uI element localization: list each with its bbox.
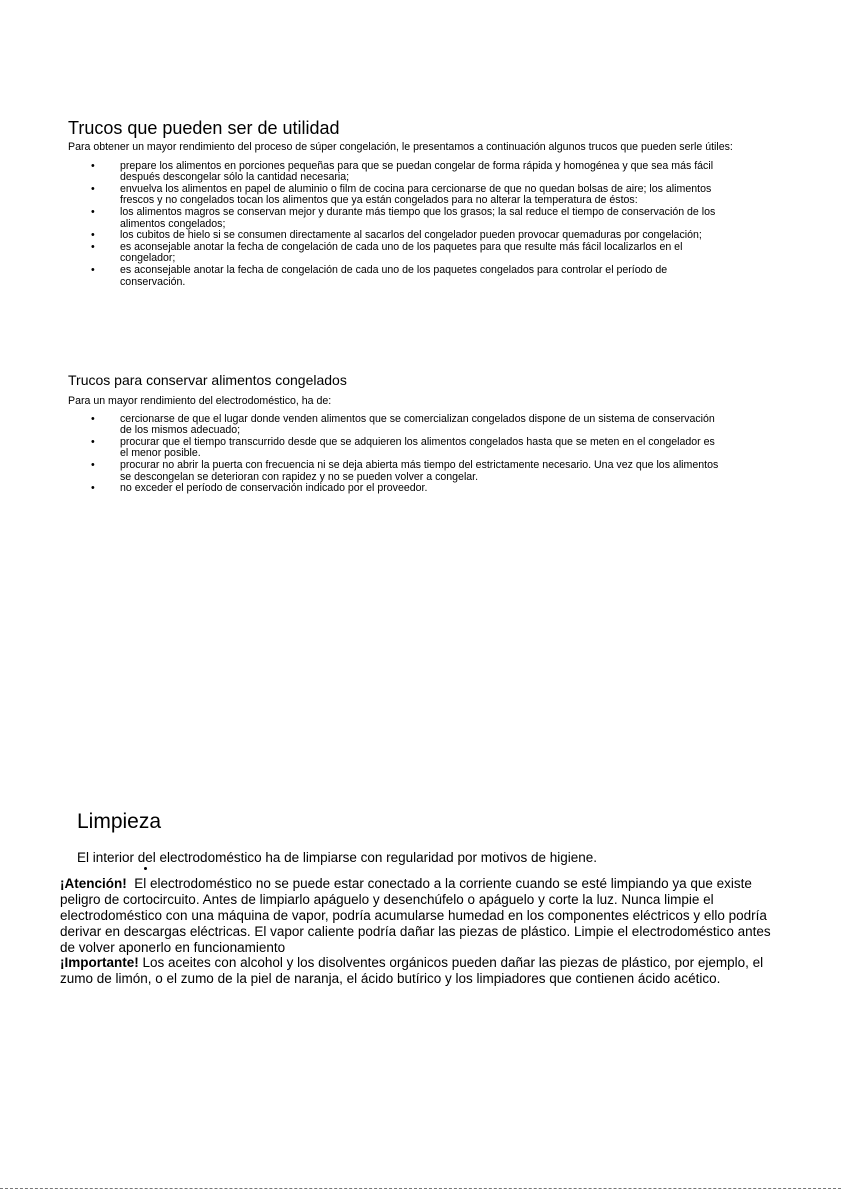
section-intro: El interior del electrodoméstico ha de limpiarse con regularidad por motivos de higiene.	[77, 850, 598, 865]
important-label: ¡Importante!	[60, 955, 139, 971]
list-item: • es aconsejable anotar la fecha de congelación de cada uno de los paquetes congelados para controlar el período de conservación.	[68, 265, 718, 288]
tips-list	[68, 161, 718, 289]
tips-list	[68, 414, 720, 495]
list-item: • los alimentos magros se conservan mejor y durante más tiempo que los grasos; la sal reduce el tiempo de conservación de los alimentos congelados;	[68, 207, 718, 230]
list-item: • procurar no abrir la puerta con frecuencia ni se deja abierta más tiempo del estrictamente necesario. Una vez que los alimentos se descongelan se deterioran con rapidez y no se pueden volver a congelar.	[68, 460, 720, 483]
list-item: • es aconsejable anotar la fecha de congelación de cada uno de los paquetes para que resulte más fácil localizarlos en el congelador;	[68, 242, 718, 265]
list-item: • cercionarse de que el lugar donde venden alimentos que se comercializan congelados dispone de un sistema de conservación de los mismos adecuado;	[68, 414, 720, 437]
stray-dot	[144, 867, 147, 870]
list-item: • los cubitos de hielo si se consumen directamente al sacarlos del congelador pueden provocar quemaduras por congelación;	[68, 230, 718, 242]
attention-label: ¡Atención!	[60, 875, 127, 891]
list-item: • prepare los alimentos en porciones pequeñas para que se puedan congelar de forma rápida y homogénea y que sea más fácil después descongelar sólo la cantidad necesaria;	[68, 161, 718, 184]
important-paragraph	[60, 955, 774, 987]
list-item: • no exceder el período de conservación indicado por el proveedor.	[68, 483, 720, 495]
section-frozen-food-tips	[68, 371, 748, 495]
section-heading: Limpieza	[77, 810, 162, 833]
section-heading: Trucos para conservar alimentos congelados	[68, 372, 347, 388]
attention-paragraph	[60, 876, 774, 956]
list-item: • envuelva los alimentos en papel de aluminio o film de cocina para cercionarse de que no quedan bolsas de aire; los alimentos frescos y no congelados tocan los alimentos que ya están congelados para no alterar la temperatura de éstos:	[68, 184, 718, 207]
section-intro: Para un mayor rendimiento del electrodoméstico, ha de:	[68, 395, 332, 407]
section-cleaning	[60, 809, 774, 987]
section-freezing-tips	[68, 117, 748, 288]
section-heading: Trucos que pueden ser de utilidad	[68, 118, 340, 138]
page-bottom-line	[0, 1188, 841, 1189]
section-intro: Para obtener un mayor rendimiento del proceso de súper congelación, le presentamos a continuación algunos trucos que pueden serle útiles:	[68, 141, 733, 153]
list-item: • procurar que el tiempo transcurrido desde que se adquieren los alimentos congelados hasta que se meten en el congelador es el menor posible.	[68, 437, 720, 460]
important-text: Los aceites con alcohol y los disolventes orgánicos pueden dañar las piezas de plástico, por ejemplo, el zumo de limón, o el zumo de la piel de naranja, el ácido butírico y los limpiadores que contienen ácido acético.	[60, 955, 764, 987]
attention-text: El electrodoméstico no se puede estar conectado a la corriente cuando se esté limpiando ya que existe peligro de cortocircuito. Antes de limpiarlo apáguelo y desenchúfelo o apáguelo y corte la luz. Nunca limpie el electrodoméstico con una máquina de vapor, podría acumularse humedad en los componentes eléctricos y ello podría derivar en descargas eléctricas. El vapor caliente podría dañar las piezas de plástico. Limpie el electrodoméstico antes de volver aponerlo en funcionamiento	[60, 875, 771, 955]
